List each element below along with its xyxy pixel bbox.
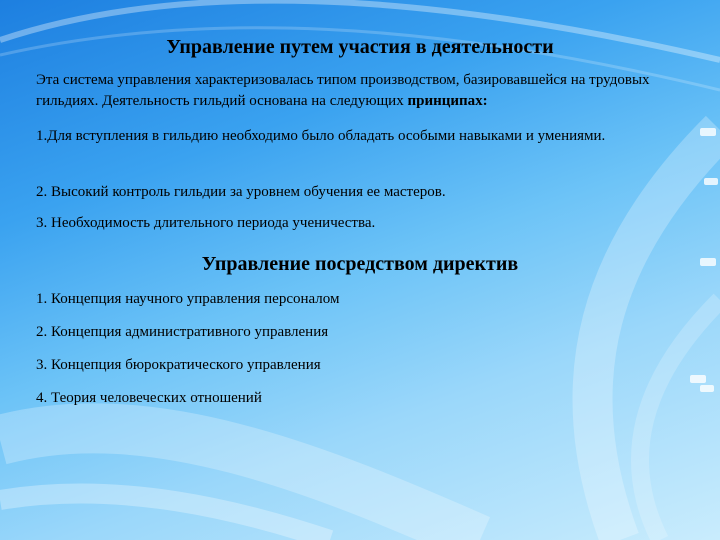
section2-item-2: 2. Концепция административного управления — [36, 324, 329, 340]
section2-title: Управление посредством директив — [201, 253, 519, 275]
section2-item-3: 3. Концепция бюрократического управления — [36, 357, 321, 373]
intro-text: Эта система управления характеризовалась типом производством, базировавшейся на трудовых гильдиях. Деятельность гильдий основана на следующих — [36, 72, 650, 109]
section1-title: Управление путем участия в деятельности — [166, 36, 554, 58]
section1-item-2: 2. Высокий контроль гильдии за уровнем обучения ее мастеров. — [36, 184, 446, 200]
section1-intro — [36, 70, 686, 112]
section1-item-1: 1.Для вступления в гильдию необходимо было обладать особыми навыками и умениями. — [36, 128, 606, 144]
intro-bold: принципах: — [407, 93, 488, 109]
section1-item-3: 3. Необходимость длительного периода ученичества. — [36, 215, 376, 231]
section2-item-4: 4. Теория человеческих отношений — [36, 390, 262, 406]
section2-item-1: 1. Концепция научного управления персоналом — [36, 291, 340, 307]
